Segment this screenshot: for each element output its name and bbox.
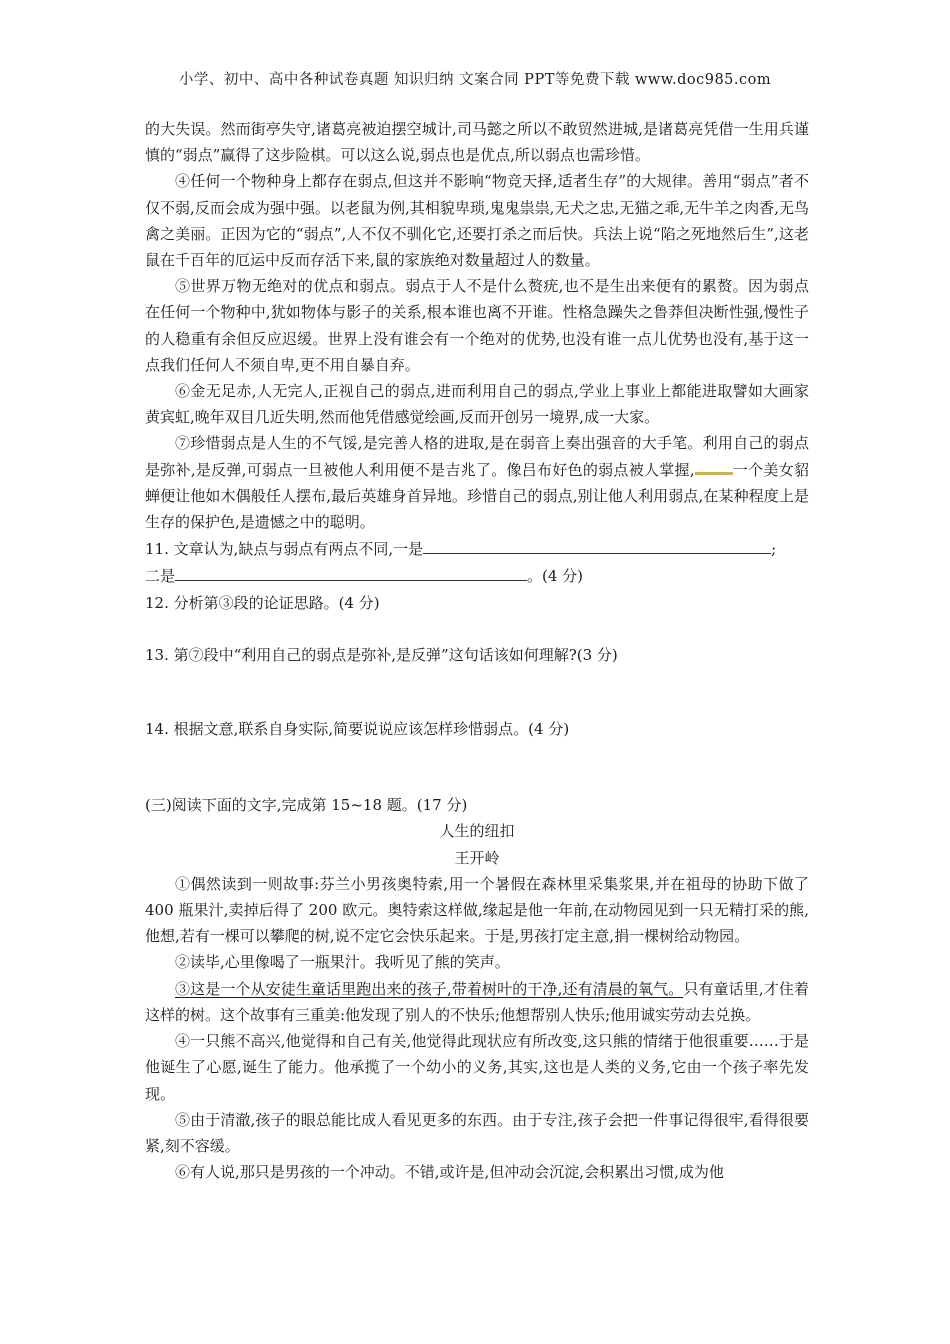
paragraph-7-part-b: 一个美女貂蝉便让他如木偶般任人摆布,最后英雄身首异地。珍惜自己的弱点,别让他人利用弱点,在某种程度上是生存的保护色,是遗憾之中的聪明。 [145,460,809,532]
section-3-intro: (三)阅读下面的文字,完成第 15~18 题。(17 分) [145,796,468,815]
paragraph-6: ⑥金无足赤,人无完人,正视自己的弱点,进而利用自己的弱点,学业上事业上都能进取譬如大画家黄宾虹,晚年双目几近失明,然而他凭借感觉绘画,反而开创另一境界,成一大家。 [145,382,809,427]
paragraph-7 [145,430,809,535]
article-title: 人生的纽扣 [439,822,515,841]
page-header: 小学、初中、高中各种试卷真题 知识归纳 文案合同 PPT等免费下载 www.doc985.com [178,72,772,88]
highlight-mark [695,460,733,475]
question-13: 13. 第⑦段中“利用自己的弱点是弥补,是反弹”这句话该如何理解?(3 分) [145,645,618,664]
paragraph-continued: 的大失误。然而街亭失守,诸葛亮被迫摆空城计,司马懿之所以不敢贸然进城,是诸葛亮凭借一生用兵谨慎的“弱点”赢得了这步险棋。可以这么说,弱点也是优点,所以弱点也需珍惜。 [145,120,809,165]
paragraph-7-part-a: ⑦珍惜弱点是人生的不气馁,是完善人格的进取,是在弱音上奏出强音的大手笔。利用自己的弱点是弥补,是反弹,可弱点一旦被他人利用便不是吉兆了。像吕布好色的弱点被人掌握, [145,434,809,479]
answer-blank-11b[interactable] [175,562,527,581]
question-11-second: 二是 。(4 分) [145,562,809,589]
answer-blank-11a[interactable] [423,535,771,554]
paragraph-4: ④任何一个物种身上都存在弱点,但这并不影响“物竞天择,适者生存”的大规律。善用“弱点”者不仅不弱,反而会成为强中强。以老鼠为例,其相貌卑琐,鬼鬼祟祟,无犬之忠,无猫之乖,无牛羊之肉香,无鸟禽之美丽。正因为它的“弱点”,人不仅不驯化它,还要打杀之而后快。兵法上说“陷之死地然后生”,这老鼠在千百年的厄运中反而存活下来,鼠的家族绝对数量超过人的数量。 [145,172,809,270]
question-14: 14. 根据文意,联系自身实际,简要说说应该怎样珍惜弱点。(4 分) [145,720,570,739]
article-author: 王开岭 [454,848,500,867]
document-body [145,116,809,1185]
article-paragraph-6: ⑥有人说,那只是男孩的一个冲动。不错,或许是,但冲动会沉淀,会积累出习惯,成为他 [175,1163,724,1182]
question-11: 11. 文章认为,缺点与弱点有两点不同,一是 ; [145,535,809,562]
underlined-sentence: ③这是一个从安徒生童话里跑出来的孩子,带着树叶的干净,还有清晨的氧气。 [175,979,684,998]
article-paragraph-4: ④一只熊不高兴,他觉得和自己有关,他觉得此现状应有所改变,这只熊的情绪于他很重要……于是他诞生了心愿,诞生了能力。他承揽了一个幼小的义务,其实,这也是人类的义务,它由一个孩子率先发现。 [145,1032,809,1103]
article-paragraph-1: ①偶然读到一则故事:芬兰小男孩奥特索,用一个暑假在森林里采集浆果,并在祖母的协助下做了 400 瓶果汁,卖掉后得了 200 欧元。奥特索这样做,缘起是他一年前,在动物园见到一只无精打采的熊,他想,若有一棵可以攀爬的树,说不定它会快乐起来。于是,男孩打定主意,捐一棵树给动物园。 [145,874,809,946]
question-12: 12. 分析第③段的论证思路。(4 分) [145,593,380,612]
paragraph-5: ⑤世界万物无绝对的优点和弱点。弱点于人不是什么赘疣,也不是生出来便有的累赘。因为弱点在任何一个物种中,犹如物体与影子的关系,根本谁也离不开谁。性格急躁失之鲁莽但决断性强,慢性子的人稳重有余但反应迟缓。世界上没有谁会有一个绝对的优势,也没有谁一点儿优势也没有,基于这一点我们任何人不须自卑,更不用自暴自弃。 [145,277,809,374]
article-paragraph-3: ③这是一个从安徒生童话里跑出来的孩子,带着树叶的干净,还有清晨的氧气。只有童话里,才住着这样的树。这个故事有三重美:他发现了别人的不快乐;他想帮别人快乐;他用诚实劳动去兑换。 [145,979,809,1024]
article-paragraph-2: ②读毕,心里像喝了一瓶果汁。我听见了熊的笑声。 [175,953,510,972]
article-paragraph-5: ⑤由于清澈,孩子的眼总能比成人看见更多的东西。由于专注,孩子会把一件事记得很牢,看得很要紧,刻不容缓。 [145,1110,809,1155]
